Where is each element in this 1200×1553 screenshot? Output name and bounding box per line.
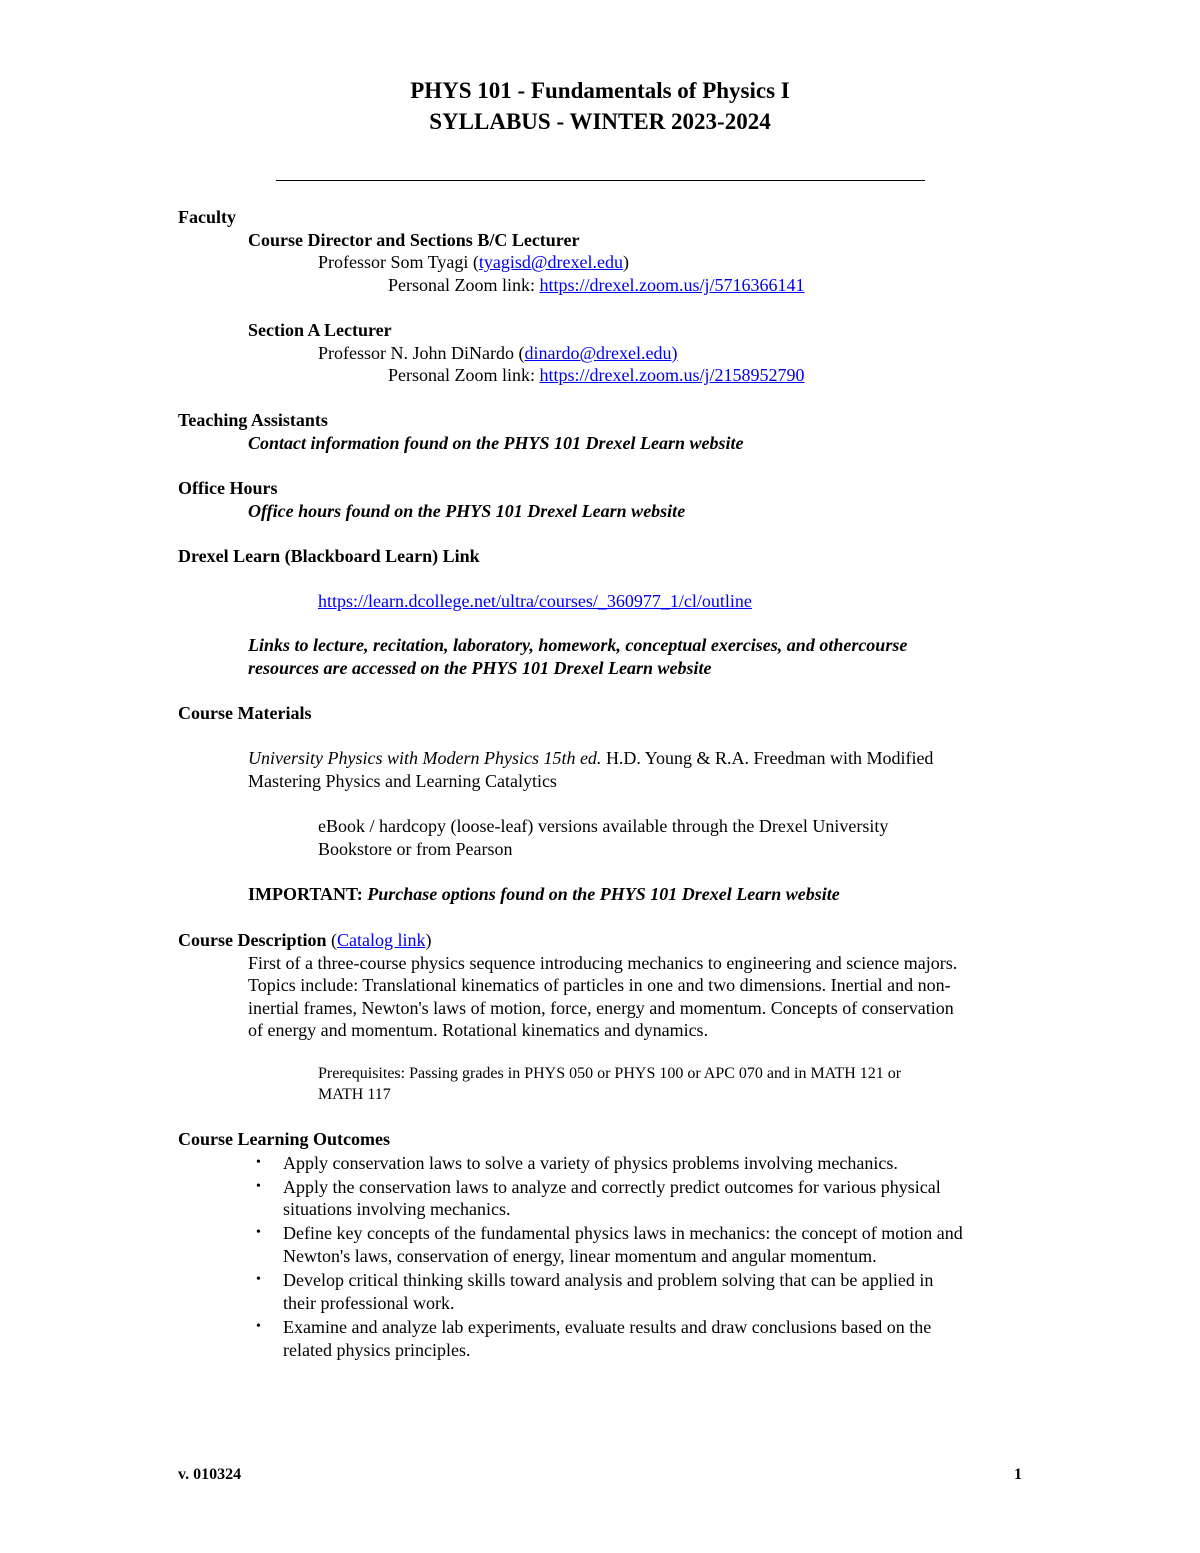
title-divider	[276, 180, 925, 181]
drexel-learn-link[interactable]: https://learn.dcollege.net/ultra/courses/_360977_1/cl/outline	[318, 591, 752, 611]
outcome-item-line: Develop critical thinking skills toward analysis and problem solving that can be applied in	[283, 1270, 934, 1290]
page-number: 1	[1014, 1466, 1022, 1483]
office-hours-heading: Office Hours	[178, 478, 278, 498]
ta-heading: Teaching Assistants	[178, 410, 328, 430]
director-name: Professor Som Tyagi (tyagisd@drexel.edu)	[318, 252, 629, 272]
bullet-icon: •	[256, 1272, 261, 1287]
course-materials-heading: Course Materials	[178, 703, 312, 723]
learning-outcomes-heading: Course Learning Outcomes	[178, 1129, 390, 1149]
director-zoom: Personal Zoom link: https://drexel.zoom.us/j/5716366141	[388, 275, 805, 295]
bullet-icon: •	[256, 1225, 261, 1240]
catalog-link[interactable]: Catalog link	[336, 930, 426, 950]
section-a-role: Section A Lecturer	[248, 320, 392, 340]
bullet-icon: •	[256, 1179, 261, 1194]
drexel-learn-note-line1: Links to lecture, recitation, laboratory, homework, conceptual exercises, and othercourse	[248, 635, 908, 655]
description-line: inertial frames, Newton's laws of motion, force, energy and momentum. Concepts of conservation	[248, 998, 954, 1018]
version-label: v. 010324	[178, 1466, 242, 1483]
ta-note: Contact information found on the PHYS 101 Drexel Learn website	[248, 433, 744, 453]
outcome-item-line: Apply the conservation laws to analyze and correctly predict outcomes for various physical	[283, 1177, 941, 1197]
description-line: of energy and momentum. Rotational kinematics and dynamics.	[248, 1020, 709, 1040]
drexel-learn-heading: Drexel Learn (Blackboard Learn) Link	[178, 546, 480, 566]
description-line: First of a three-course physics sequence introducing mechanics to engineering and science majors.	[248, 953, 958, 973]
textbook-line2: Mastering Physics and Learning Catalytics	[248, 771, 557, 791]
drexel-learn-note-line2: resources are accessed on the PHYS 101 Drexel Learn website	[248, 658, 712, 678]
prerequisites-line2: MATH 117	[318, 1086, 391, 1103]
course-description-heading: Course Description	[178, 930, 327, 950]
ebook-line1: eBook / hardcopy (loose-leaf) versions available through the Drexel University	[318, 816, 889, 836]
section-a-email-link[interactable]: dinardo@drexel.edu)	[524, 343, 678, 363]
description-line: Topics include: Translational kinematics of particles in one and two dimensions. Inertial and non-	[248, 975, 951, 995]
director-role: Course Director and Sections B/C Lecturer	[248, 230, 580, 250]
section-a-name: Professor N. John DiNardo (dinardo@drexel.edu)	[318, 343, 678, 363]
course-description-heading-line: Course Description (Catalog link)	[178, 930, 432, 950]
textbook-line1: University Physics with Modern Physics 15th ed. H.D. Young & R.A. Freedman with Modified	[248, 748, 934, 768]
outcome-item-line: Newton's laws, conservation of energy, linear momentum and angular momentum.	[283, 1246, 877, 1266]
director-email-link[interactable]: tyagisd@drexel.edu	[478, 252, 623, 272]
ebook-line2: Bookstore or from Pearson	[318, 839, 513, 859]
outcome-item-line: situations involving mechanics.	[283, 1199, 511, 1219]
outcome-item-line: Define key concepts of the fundamental physics laws in mechanics: the concept of motion and	[283, 1223, 963, 1243]
office-hours-note: Office hours found on the PHYS 101 Drexel Learn website	[248, 501, 686, 521]
director-zoom-link[interactable]: https://drexel.zoom.us/j/5716366141	[539, 275, 805, 295]
bullet-icon: •	[256, 1155, 261, 1170]
outcome-item-line: their professional work.	[283, 1293, 455, 1313]
faculty-heading: Faculty	[178, 207, 236, 227]
outcome-item-line: related physics principles.	[283, 1340, 471, 1360]
page-subtitle: SYLLABUS - WINTER 2023-2024	[429, 109, 771, 134]
bullet-icon: •	[256, 1319, 261, 1334]
section-a-zoom-link[interactable]: https://drexel.zoom.us/j/2158952790	[539, 365, 805, 385]
section-a-zoom: Personal Zoom link: https://drexel.zoom.us/j/2158952790	[388, 365, 805, 385]
important-label: IMPORTANT:	[248, 884, 368, 904]
outcome-item-line: Apply conservation laws to solve a variety of physics problems involving mechanics.	[283, 1153, 898, 1173]
prerequisites-line1: Prerequisites: Passing grades in PHYS 050 or PHYS 100 or APC 070 and in MATH 121 or	[318, 1065, 902, 1082]
important-note: IMPORTANT: Purchase options found on the PHYS 101 Drexel Learn website	[248, 884, 840, 904]
page-title: PHYS 101 - Fundamentals of Physics I	[410, 78, 790, 103]
textbook-title: University Physics with Modern Physics 15th ed.	[248, 748, 602, 768]
outcome-item-line: Examine and analyze lab experiments, evaluate results and draw conclusions based on the	[283, 1317, 932, 1337]
